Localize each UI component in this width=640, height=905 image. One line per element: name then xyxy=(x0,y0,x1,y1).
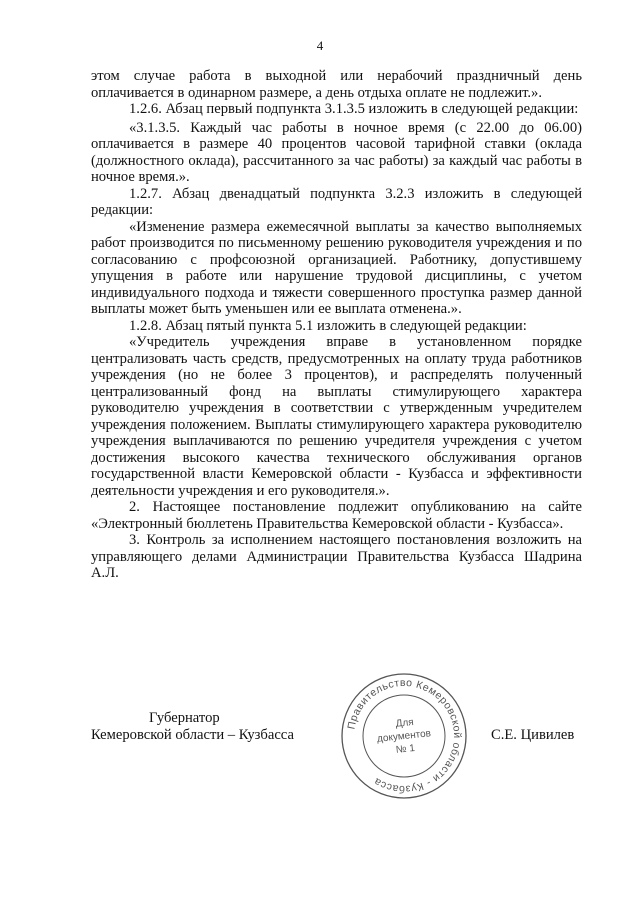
paragraph-quote-3-1-3-5: «3.1.3.5. Каждый час работы в ночное время (с 22.00 до 06.00) оплачивается в размере 40 процентов часовой тарифной ставки (оклада (должностного оклада), рассчитанного за час работы) за каждый час работы в ночное время.». xyxy=(91,119,582,185)
signatory-name: С.Е. Цивилев xyxy=(491,727,575,743)
signatory-title-line-1: Губернатор xyxy=(149,710,220,726)
document-body xyxy=(91,68,582,582)
stamp-center-line-1: Для xyxy=(395,716,415,730)
paragraph-item-1-2-7: 1.2.7. Абзац двенадцатый подпункта 3.2.3 изложить в следующей редакции: xyxy=(91,185,582,218)
signatory-title-line-2: Кемеровской области – Кузбасса xyxy=(91,727,294,743)
stamp-center-line-2: документов xyxy=(376,728,432,745)
paragraph-item-3: 3. Контроль за исполнением настоящего постановления возложить на управляющего делами Администрации Правительства Кузбасса Шадрина А.Л. xyxy=(91,532,582,581)
page-number: 4 xyxy=(316,38,324,53)
stamp-center-line-3: № 1 xyxy=(395,742,416,756)
paragraph-item-1-2-6: 1.2.6. Абзац первый подпункта 3.1.3.5 изложить в следующей редакции: xyxy=(129,101,579,117)
paragraph-item-2: 2. Настоящее постановление подлежит опубликованию на сайте «Электронный бюллетень Правительства Кемеровской области - Кузбасса». xyxy=(91,499,582,532)
paragraph-item-1-2-8: 1.2.8. Абзац пятый пункта 5.1 изложить в следующей редакции: xyxy=(129,317,527,334)
signatory-title xyxy=(91,710,311,744)
paragraph-quote-3-2-3: «Изменение размера ежемесячной выплаты за качество выполняемых работ производится по письменному решению руководителя учреждения и по согласованию с профсоюзной организацией. Работнику, допустившему упущения в работе или нарушение трудовой дисциплины, с учетом индивидуального подхода и тяжести совершенного проступка размер данной выплаты может быть уменьшен или ее выплата отменена.». xyxy=(91,218,582,317)
official-stamp xyxy=(338,670,470,802)
stamp-ring-text: Правительство Кемеровской области - Кузбасса xyxy=(345,676,464,796)
paragraph-continuation: этом случае работа в выходной или нерабочий праздничный день оплачивается в одинарном размере, а день отдыха оплате не подлежит.». xyxy=(91,68,582,101)
paragraph-quote-5-1: «Учредитель учреждения вправе в установленном порядке централизовать часть средств, предусмотренных на оплату труда работников учреждения (но не более 3 процентов), и распределять полученный централизованный фонд на выплаты стимулирующего характера руководителю учреждения в соответствии с утвержденным учредителем учреждения положением. Выплаты стимулирующего характера руководителю учреждения выплачиваются по решению учредителя учреждения с учетом достижения высокого качества технического обслуживания органов государственной власти Кемеровской области - Кузбасса и эффективности деятельности учреждения и его руководителя.». xyxy=(91,334,582,499)
